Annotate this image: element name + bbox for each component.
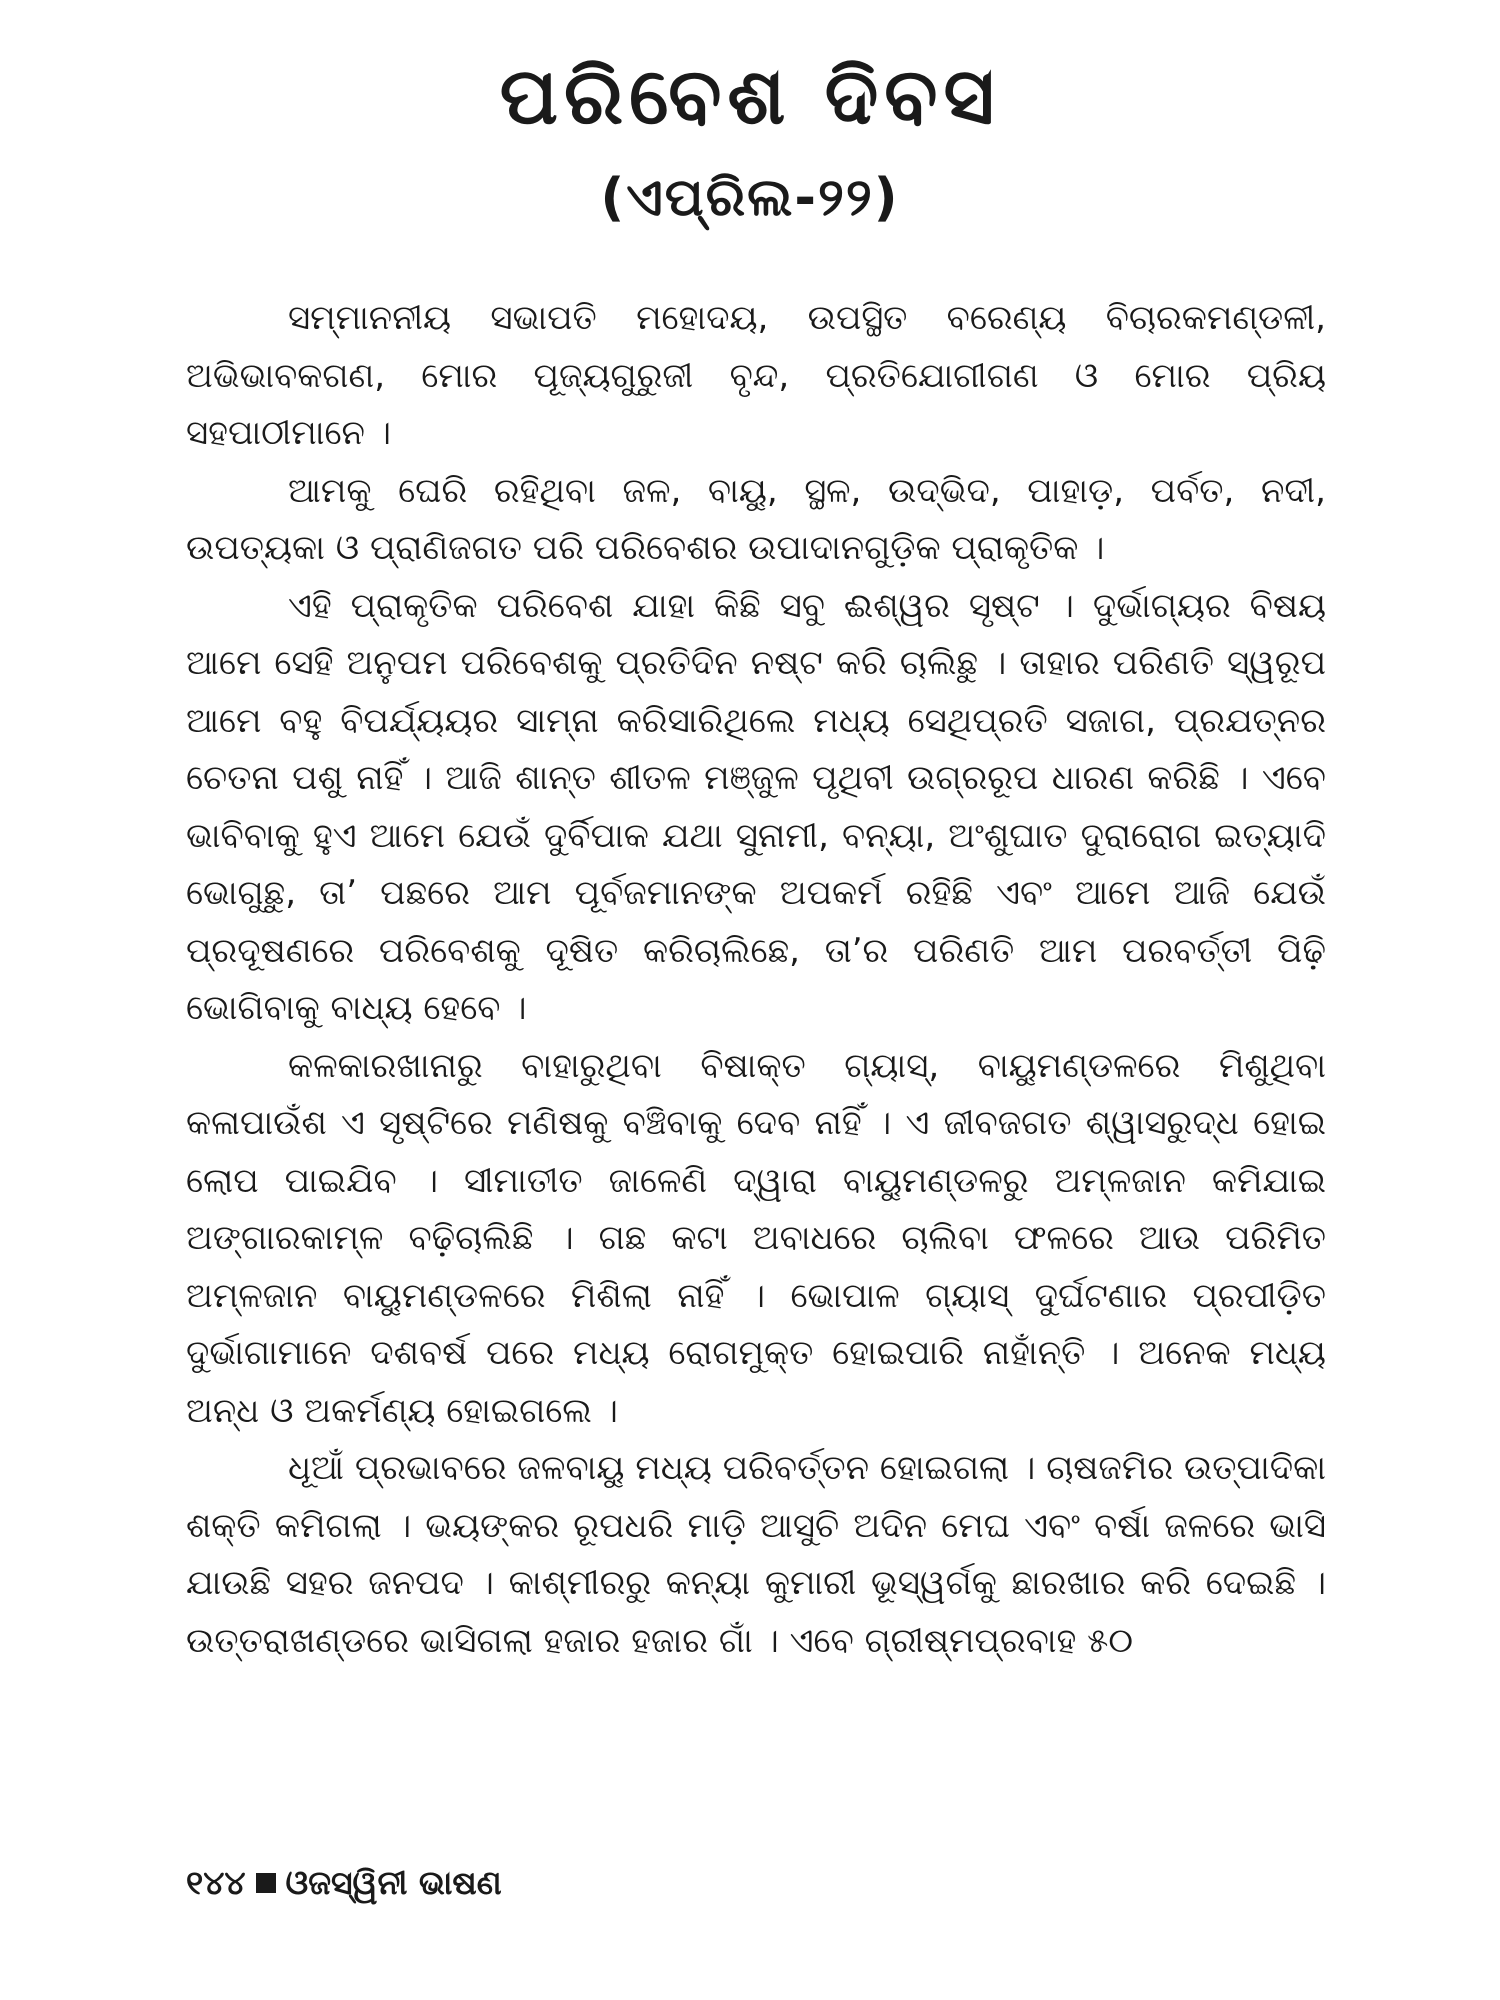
body-text (186, 290, 1326, 1670)
page-subtitle: (ଏପ୍ରିଲ-୨୨) (600, 168, 900, 228)
page-number: ୧୪୪ (186, 1863, 246, 1902)
paragraph-nature-elements: ଆମକୁ ଘେରି ରହିଥିବା ଜଳ, ବାୟୁ, ସ୍ଥଳ, ଉଦ୍ଭିଦ, ପାହାଡ଼, ପର୍ବତ, ନଦୀ, ଉପତ୍ୟକା ଓ ପ୍ରାଣିଜଗତ ପରି ପରିବେଶର ଉପାଦାନଗୁଡ଼ିକ ପ୍ରାକୃତିକ । (186, 470, 1326, 568)
page-title: ପରିବେଶ ଦିବସ (499, 52, 1001, 142)
square-separator-icon (256, 1873, 276, 1893)
paragraph-environment-damage: ଏହି ପ୍ରାକୃତିକ ପରିବେଶ ଯାହା କିଛି ସବୁ ଈଶ୍ୱର ସୃଷ୍ଟ । ଦୁର୍ଭାଗ୍ୟର ବିଷୟ ଆମେ ସେହି ଅନୁପମ ପରିବେଶକୁ ପ୍ରତିଦିନ ନଷ୍ଟ କରି ଚାଲିଛୁ । ତାହାର ପରିଣତି ସ୍ୱରୂପ ଆମେ ବହୁ ବିପର୍ଯ୍ୟୟର ସାମ୍ନା କରିସାରିଥିଲେ ମଧ୍ୟ ସେଥିପ୍ରତି ସଜାଗ, ପ୍ରଯତ୍ନର ଚେତନା ପଶୁ ନାହିଁ । ଆଜି ଶାନ୍ତ ଶୀତଳ ମଞ୍ଜୁଳ ପୃଥିବୀ ଉଗ୍ରରୂପ ଧାରଣ କରିଛି । ଏବେ ଭାବିବାକୁ ହୁଏ ଆମେ ଯେଉଁ ଦୁର୍ବିପାକ ଯଥା ସୁନାମୀ, ବନ୍ୟା, ଅଂଶୁଘାତ ଦୁରାରୋଗ ଇତ୍ୟାଦି ଭୋଗୁଛୁ, ତା’ ପଛରେ ଆମ ପୂର୍ବଜମାନଙ୍କ ଅପକର୍ମ ରହିଛି ଏବଂ ଆମେ ଆଜି ଯେଉଁ ପ୍ରଦୂଷଣରେ ପରିବେଶକୁ ଦୂଷିତ କରିଚାଲିଛେ, ତା’ର ପରିଣତି ଆମ ପରବର୍ତ୍ତୀ ପିଢ଼ି ଭୋଗିବାକୁ ବାଧ୍ୟ ହେବେ । (186, 585, 1326, 1028)
paragraph-greeting: ସମ୍ମାନନୀୟ ସଭାପତି ମହୋଦୟ, ଉପସ୍ଥିତ ବରେଣ୍ୟ ବିଚାରକମଣ୍ଡଳୀ, ଅଭିଭାବକଗଣ, ମୋର ପୂଜ୍ୟଗୁରୁଜୀ ବୃନ୍ଦ, ପ୍ରତିଯୋଗୀଗଣ ଓ ମୋର ପ୍ରିୟ ସହପାଠୀମାନେ । (186, 298, 1326, 453)
page-footer (186, 1858, 502, 1908)
book-title: ଓଜସ୍ୱିନୀ ଭାଷଣ (285, 1863, 502, 1902)
paragraph-climate-change: ଧୂଆଁ ପ୍ରଭାବରେ ଜଳବାୟୁ ମଧ୍ୟ ପରିବର୍ତ୍ତନ ହୋଇଗଲା । ଚାଷଜମିର ଉତ୍ପାଦିକା ଶକ୍ତି କମିଗଲା । ଭୟଙ୍କର ରୂପଧରି ମାଡ଼ି ଆସୁଚି ଅଦିନ ମେଘ ଏବଂ ବର୍ଷା ଜଳରେ ଭାସି ଯାଉଛି ସହର ଜନପଦ । କାଶ୍ମୀରରୁ କନ୍ୟା କୁମାରୀ ଭୂସ୍ୱର୍ଗକୁ ଛାରଖାର କରି ଦେଇଛି । ଉତ୍ତରାଖଣ୍ଡରେ ଭାସିଗଲା ହଜାର ହଜାର ଗାଁ । ଏବେ ଗ୍ରୀଷ୍ମପ୍ରବାହ ୫୦ (186, 1448, 1326, 1661)
paragraph-pollution: କଳକାରଖାନାରୁ ବାହାରୁଥିବା ବିଷାକ୍ତ ଗ୍ୟାସ୍, ବାୟୁମଣ୍ଡଳରେ ମିଶୁଥିବା କଳାପାଉଁଶ ଏ ସୃଷ୍ଟିରେ ମଣିଷକୁ ବଞ୍ଚିବାକୁ ଦେବ ନାହିଁ । ଏ ଜୀବଜଗତ ଶ୍ୱାସରୁଦ୍ଧ ହୋଇ ଲୋପ ପାଇଯିବ । ସୀମାତୀତ ଜାଳେଣି ଦ୍ୱାରା ବାୟୁମଣ୍ଡଳରୁ ଅମ୍ଳଜାନ କମିଯାଇ ଅଙ୍ଗାରକାମ୍ଳ ବଢ଼ିଚାଲିଛି । ଗଛ କଟା ଅବାଧରେ ଚାଲିବା ଫଳରେ ଆଉ ପରିମିତ ଅମ୍ଳଜାନ ବାୟୁମଣ୍ଡଳରେ ମିଶିଲା ନାହିଁ । ଭୋପାଳ ଗ୍ୟାସ୍ ଦୁର୍ଘଟଣାର ପ୍ରପୀଡ଼ିତ ଦୁର୍ଭାଗାମାନେ ଦଶବର୍ଷ ପରେ ମଧ୍ୟ ରୋଗମୁକ୍ତ ହୋଇପାରି ନାହାଁନ୍ତି । ଅନେକ ମଧ୍ୟ ଅନ୍ଧ ଓ ଅକର୍ମଣ୍ୟ ହୋଇଗଲେ । (186, 1045, 1326, 1431)
